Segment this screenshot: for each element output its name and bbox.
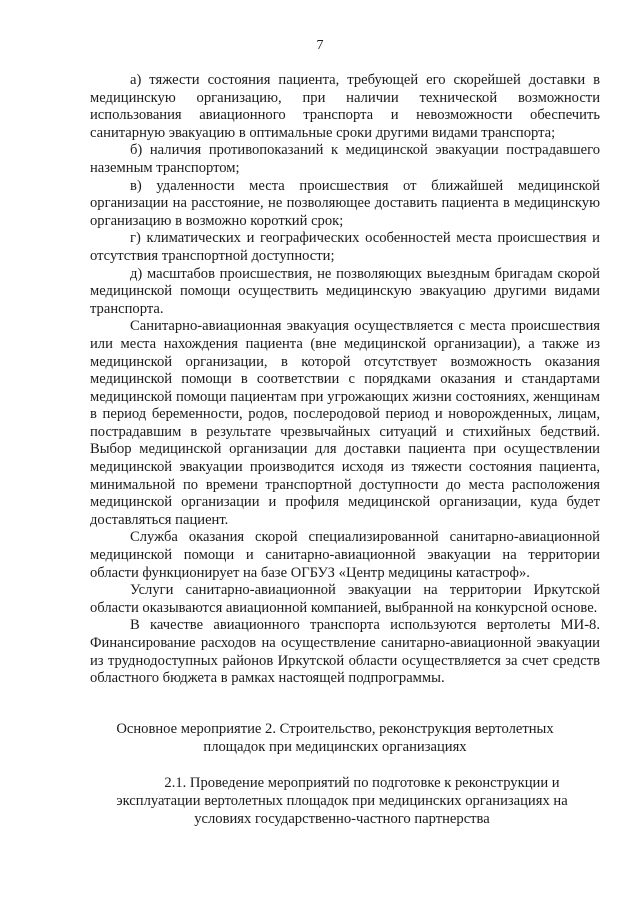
subsection-heading-block: [92, 774, 592, 828]
paragraph-services-provider: Услуги санитарно-авиационной эвакуации на территории Иркутской области оказываются авиационной компанией, выбранной на конкурсной основе.: [90, 582, 600, 616]
paragraph-b: б) наличия противопоказаний к медицинской эвакуации пострадавшего наземным транспортом;: [90, 142, 600, 176]
body-text: [90, 72, 600, 688]
section-heading: Основное мероприятие 2. Строительство, реконструкция вертолетных площадок при медицинских организациях: [116, 721, 554, 755]
section-heading-block: [90, 720, 580, 756]
paragraph-service: Служба оказания скорой специализированной санитарно-авиационной медицинской помощи и санитарно-авиационной эвакуации на территории области функционирует на базе ОГБУЗ «Центр медицины катастроф».: [90, 529, 600, 581]
paragraph-d: г) климатических и географических особенностей места происшествия и отсутствия транспортной доступности;: [90, 230, 600, 264]
paragraph-c: в) удаленности места происшествия от ближайшей медицинской организации на расстояние, не позволяющее доставить пациента в медицинскую организацию в возможно короткий срок;: [90, 177, 600, 229]
page-number: 7: [316, 38, 324, 53]
paragraph-a: а) тяжести состояния пациента, требующей его скорейшей доставки в медицинскую организацию, при наличии технической возможности использования авиационного транспорта и невозможности обеспечить санитарную эвакуацию в оптимальные сроки другими видами транспорта;: [90, 72, 600, 141]
paragraph-e: д) масштабов происшествия, не позволяющих выездным бригадам скорой медицинской помощи осуществить медицинскую эвакуацию другими видами транспорта.: [90, 265, 600, 317]
paragraph-transport: В качестве авиационного транспорта используются вертолеты МИ-8. Финансирование расходов на осуществление санитарно-авиационной эвакуации из труднодоступных районов Иркутской области осуществляется за счет средств областного бюджета в рамках настоящей подпрограммы.: [90, 617, 600, 687]
subsection-heading: 2.1. Проведение мероприятий по подготовке к реконструкции и эксплуатации вертолетных площадок при медицинских организациях на условиях государственно-частного партнерства: [116, 775, 568, 827]
paragraph-evacuation: Санитарно-авиационная эвакуация осуществляется с места происшествия или места нахождения пациента (вне медицинской организации), а также из медицинской организации, в которой отсутствует возможность оказания медицинской помощи в соответствии с порядками оказания и стандартами медицинской помощи пациентам при угрожающих жизни состояниях, женщинам в период беременности, родов, послеродовой период и новорожденных, лицам, пострадавшим в результате чрезвычайных ситуаций и стихийных бедствий. Выбор медицинской организации для доставки пациента при осуществлении медицинской эвакуации производится исходя из тяжести состояния пациента, минимальной по времени транспортной доступности до места расположения медицинской организации и профиля медицинской организации, куда будет доставляться пациент.: [90, 318, 600, 528]
